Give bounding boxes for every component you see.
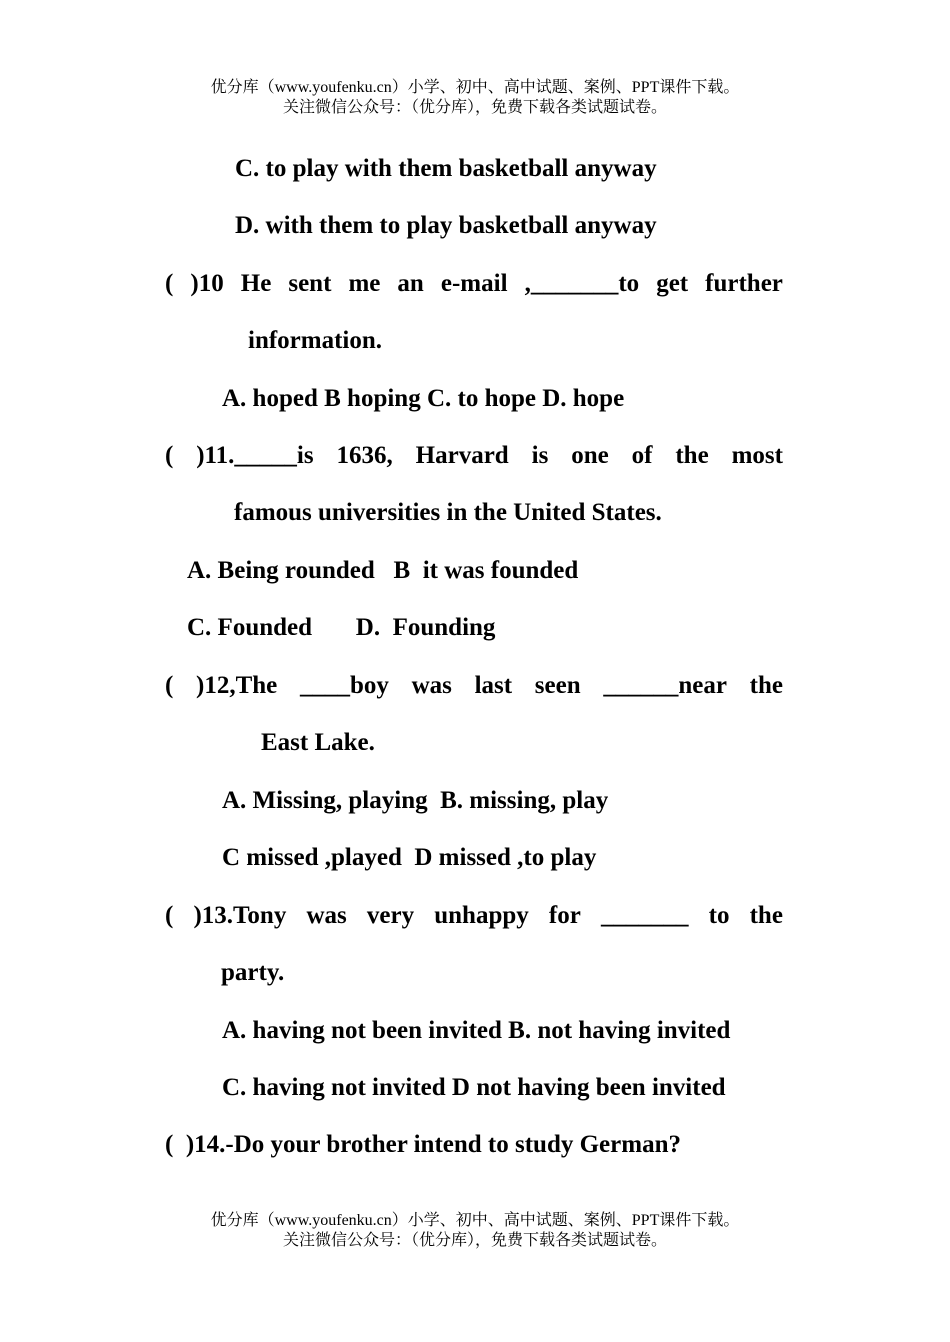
q9-option-c: C. to play with them basketball anyway [235,155,657,182]
q12-word: was [411,672,452,699]
page-footer [0,1211,950,1251]
footer-line-1: 优分库（www.youfenku.cn）小学、初中、高中试题、案例、PPT课件下载。 [210,1212,740,1229]
q13-question-line-1 [165,901,783,931]
q10-word: get [656,270,689,297]
q14-question: ( )14.-Do your brother intend to study German? [165,1131,681,1158]
q13-word: to [708,902,730,929]
q12-word: last [474,672,513,699]
header-line-1: 优分库（www.youfenku.cn）小学、初中、高中试题、案例、PPT课件下载。 [210,79,740,96]
q13-word: unhappy [434,902,529,929]
q11-word: Harvard [415,442,509,469]
q11-word: one [571,442,609,469]
q11-question-line-1 [165,441,783,471]
q10-question-line-2: information. [248,327,383,354]
q10-word: an [397,270,424,297]
q12-word: seen [534,672,581,699]
q9-option-d: D. with them to play basketball anyway [235,212,657,239]
header-line-2: 关注微信公众号：（优分库），免费下载各类试题试卷。 [282,99,667,116]
q13-options-cd: C. having not invited D not having been invited [222,1074,726,1101]
q13-word: the [749,902,783,929]
q13-options-ab: A. having not been invited B. not having invited [222,1017,731,1044]
q10-word: sent [288,270,332,297]
page-header [0,78,950,118]
q13-word: _______ [600,902,689,929]
q12-question-line-1 [165,671,783,701]
q10-question-line-1 [165,269,783,299]
q13-word: very [366,902,415,929]
q12-word: ( [165,672,174,699]
q10-word: ( [165,270,174,297]
q13-word: for [548,902,581,929]
q11-word: most [731,442,783,469]
q10-word: me [348,270,381,297]
q12-options-ab: A. Missing, playing B. missing, play [222,787,609,814]
q12-word: ____boy [299,672,389,699]
q10-word: He [240,270,272,297]
q10-word: further [705,270,783,297]
q11-options-cd: C. Founded D. Founding [187,614,496,641]
q11-word: is [531,442,549,469]
q11-question-line-2: famous universities in the United States. [234,499,662,526]
q12-word: ______near [603,672,727,699]
q12-word: the [749,672,783,699]
q13-word: )13.Tony [193,902,287,929]
q13-word: was [306,902,347,929]
q11-word: ( [165,442,174,469]
q11-options-ab: A. Being rounded B it was founded [187,557,579,584]
footer-line-2: 关注微信公众号：（优分库），免费下载各类试题试卷。 [282,1232,667,1249]
q11-word: 1636, [336,442,393,469]
q10-word: e-mail [440,270,508,297]
q12-word: )12,The [196,672,278,699]
q12-question-line-2: East Lake. [261,729,375,756]
q10-options: A. hoped B hoping C. to hope D. hope [222,385,625,412]
q11-word: of [631,442,653,469]
q11-word: )11._____is [196,442,314,469]
q13-question-line-2: party. [221,959,285,986]
q13-word: ( [165,902,174,929]
q12-options-cd: C missed ,played D missed ,to play [222,844,597,871]
q10-word: )10 [190,270,224,297]
q10-word: ,_______to [524,270,640,297]
q11-word: the [675,442,709,469]
